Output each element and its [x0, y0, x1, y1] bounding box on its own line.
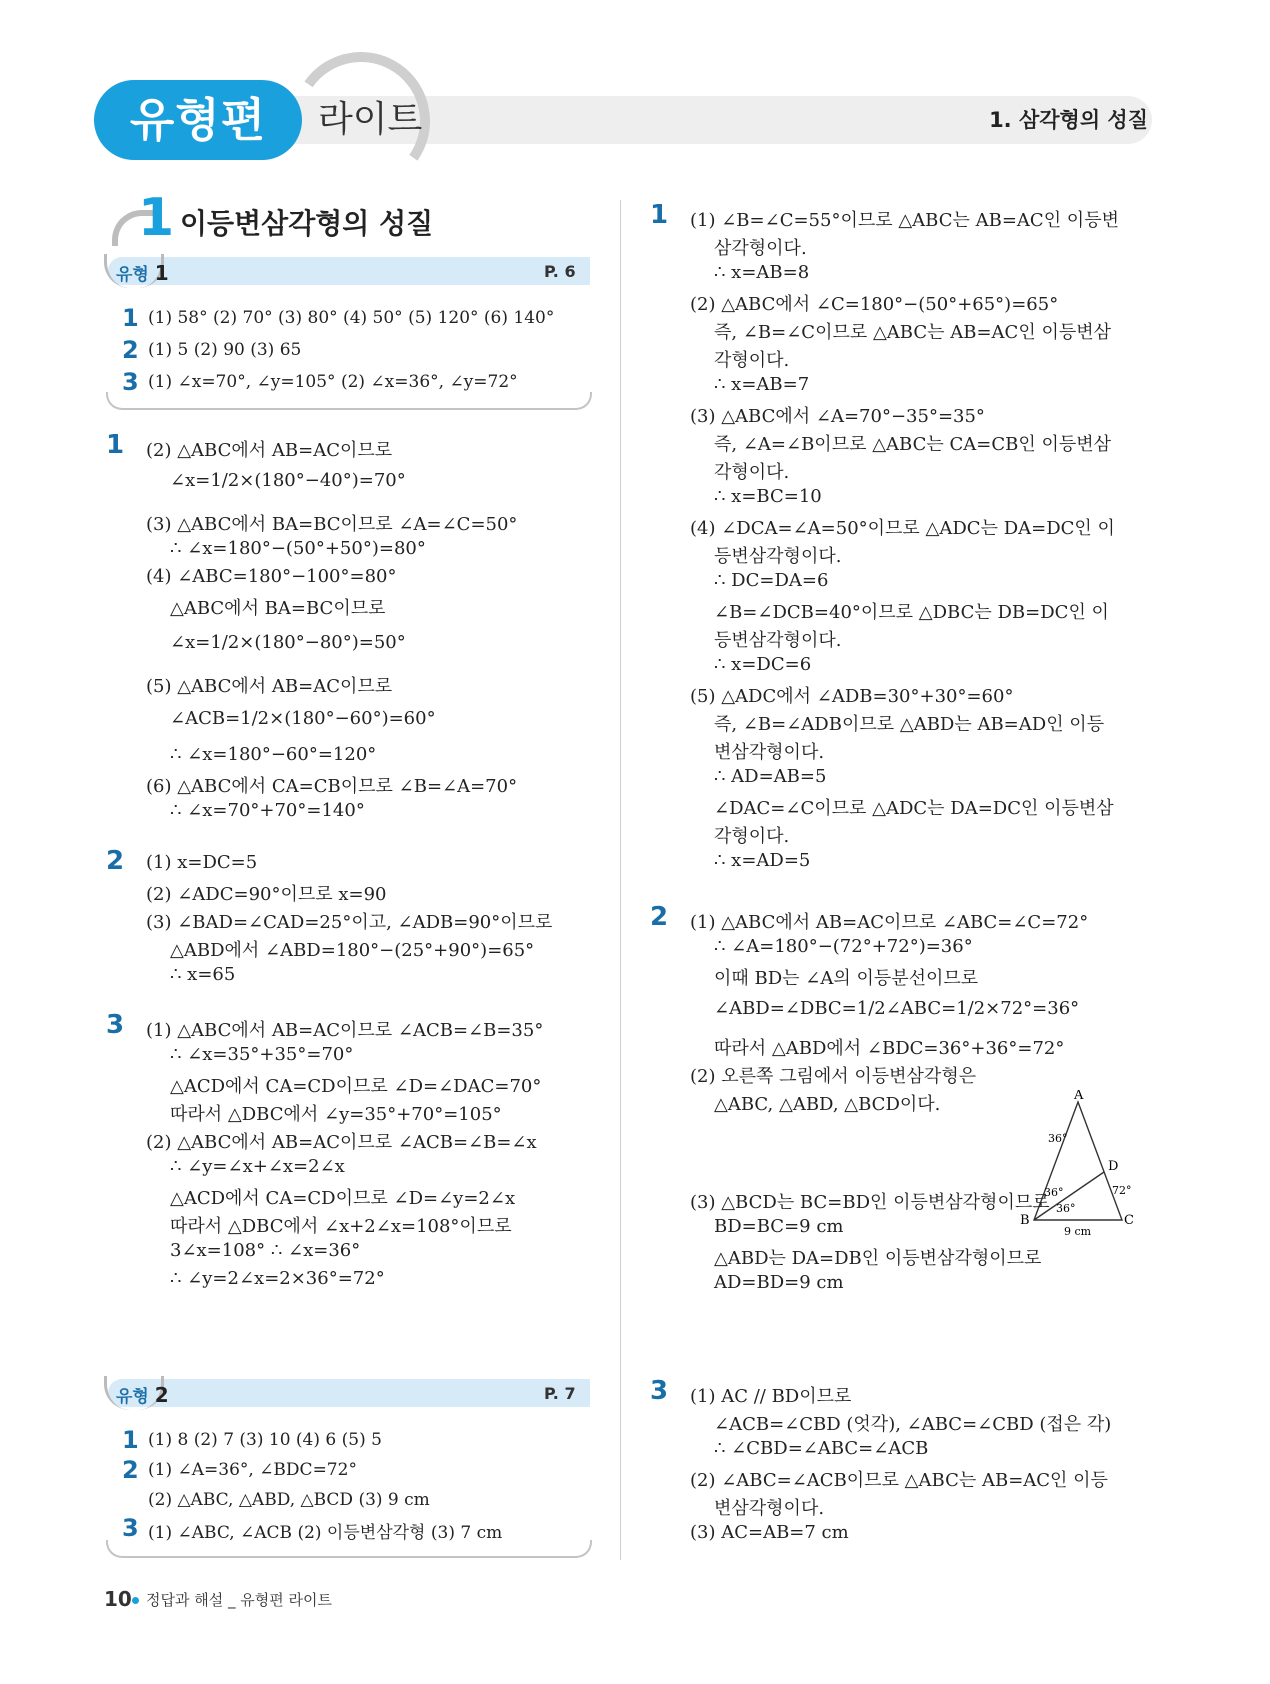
column-divider [620, 200, 621, 1560]
solution-line: 즉, ∠B=∠C이므로 △ABC는 AB=AC인 이등변삼 [714, 322, 1111, 343]
angle-b1-label: 36° [1044, 1186, 1064, 1199]
header-badge: 유형편 [94, 80, 302, 160]
solution-line: ∠ACB=1/2×(180°−60°)=60° [170, 708, 436, 729]
solution-line: (2) △ABC에서 ∠C=180°−(50°+65°)=65° [690, 294, 1059, 315]
solution-line: △ABC, △ABD, △BCD이다. [714, 1094, 941, 1115]
type1-row: (1) 58° (2) 70° (3) 80° (4) 50° (5) 120° (6) 140° [148, 308, 555, 328]
solution-line: ∴ ∠x=180°−(50°+50°)=80° [170, 538, 426, 559]
solution-number: 3 [106, 1010, 125, 1040]
solution-line: ∴ ∠x=35°+35°=70° [170, 1044, 354, 1065]
solution-line: 각형이다. [714, 462, 790, 483]
type2-bar [108, 1379, 590, 1407]
solution-line: 따라서 △DBC에서 ∠y=35°+70°=105° [170, 1104, 502, 1125]
solution-line: (2) △ABC에서 AB=AC이므로 [146, 440, 393, 461]
solution-line: 따라서 △ABD에서 ∠BDC=36°+36°=72° [714, 1038, 1065, 1059]
footer-text: 정답과 해설 _ 유형편 라이트 [146, 1591, 332, 1609]
solution-line: ∴ ∠y=∠x+∠x=2∠x [170, 1156, 345, 1177]
solution-line: (5) △ABC에서 AB=AC이므로 [146, 676, 393, 697]
isosceles-triangle-figure [1018, 1090, 1138, 1240]
solution-line: 따라서 △DBC에서 ∠x+2∠x=108°이므로 [170, 1216, 512, 1237]
type2-row: (2) △ABC, △ABD, △BCD (3) 9 cm [148, 1490, 430, 1510]
solution-line: (2) 오른쪽 그림에서 이등변삼각형은 [690, 1066, 977, 1087]
angle-a-label: 36° [1048, 1132, 1068, 1145]
solution-line: (3) ∠BAD=∠CAD=25°이고, ∠ADB=90°이므로 [146, 912, 553, 933]
solution-line: 등변삼각형이다. [714, 630, 842, 651]
solution-line: ∴ ∠CBD=∠ABC=∠ACB [714, 1438, 929, 1459]
solution-line: ∠x=1/2×(180°−80°)=50° [170, 632, 406, 653]
type2-page: P. 7 [544, 1384, 576, 1403]
solution-line: (4) ∠ABC=180°−100°=80° [146, 566, 397, 587]
solution-line: ∴ x=AB=8 [714, 262, 810, 283]
solution-line: 각형이다. [714, 826, 790, 847]
type1-row-num: 3 [122, 368, 139, 396]
solution-line: ∴ ∠x=70°+70°=140° [170, 800, 365, 821]
solution-line: (1) ∠B=∠C=55°이므로 △ABC는 AB=AC인 이등변 [690, 210, 1119, 231]
solution-number: 2 [106, 846, 125, 876]
solution-line: ∠B=∠DCB=40°이므로 △DBC는 DB=DC인 이 [714, 602, 1109, 623]
footer-dot [132, 1597, 139, 1604]
solution-line: △ACD에서 CA=CD이므로 ∠D=∠y=2∠x [170, 1188, 516, 1209]
solution-line: 즉, ∠A=∠B이므로 △ABC는 CA=CB인 이등변삼 [714, 434, 1111, 455]
solution-line: (5) △ADC에서 ∠ADB=30°+30°=60° [690, 686, 1014, 707]
solution-line: ∠DAC=∠C이므로 △ADC는 DA=DC인 이등변삼 [714, 798, 1114, 819]
solution-line: 등변삼각형이다. [714, 546, 842, 567]
solution-line: (2) △ABC에서 AB=AC이므로 ∠ACB=∠B=∠x [146, 1132, 537, 1153]
solution-line: △ACD에서 CA=CD이므로 ∠D=∠DAC=70° [170, 1076, 542, 1097]
vertex-d-label: D [1108, 1159, 1119, 1174]
type1-row-num: 2 [122, 336, 139, 364]
solution-line: ∴ x=DC=6 [714, 654, 812, 675]
vertex-c-label: C [1124, 1213, 1134, 1228]
solution-line: (3) △ABC에서 ∠A=70°−35°=35° [690, 406, 985, 427]
type2-row-num: 2 [122, 1456, 139, 1484]
type2-row: (1) ∠ABC, ∠ACB (2) 이등변삼각형 (3) 7 cm [148, 1523, 503, 1543]
solution-line: ∴ x=AB=7 [714, 374, 810, 395]
solution-number: 3 [650, 1376, 669, 1406]
vertex-a-label: A [1074, 1090, 1084, 1103]
type2-row-num: 1 [122, 1426, 139, 1454]
type1-row-num: 1 [122, 304, 139, 332]
page-number: 10 [104, 1587, 132, 1611]
type1-box-bottom [106, 392, 592, 410]
section-title: 이등변삼각형의 성질 [180, 207, 434, 240]
solution-number: 1 [650, 200, 669, 230]
solution-line: ∴ ∠y=2∠x=2×36°=72° [170, 1268, 385, 1289]
vertex-b-label: B [1020, 1213, 1030, 1228]
solution-line: ∴ ∠A=180°−(72°+72°)=36° [714, 936, 973, 957]
solution-line: 변삼각형이다. [714, 742, 825, 763]
solution-line: (2) ∠ADC=90°이므로 x=90 [146, 884, 387, 905]
type2-row-num: 3 [122, 1514, 139, 1542]
solution-line: AD=BD=9 cm [714, 1272, 844, 1293]
solution-line: (1) AC // BD이므로 [690, 1386, 852, 1407]
solution-line: △ABD는 DA=DB인 이등변삼각형이므로 [714, 1248, 1042, 1269]
solution-line: (3) △ABC에서 BA=BC이므로 ∠A=∠C=50° [146, 514, 518, 535]
angle-b2-label: 36° [1056, 1202, 1076, 1215]
solution-line: BD=BC=9 cm [714, 1216, 844, 1237]
solution-line: (1) x=DC=5 [146, 852, 258, 873]
solution-line: (1) △ABC에서 AB=AC이므로 ∠ACB=∠B=35° [146, 1020, 544, 1041]
base-length-label: 9 cm [1064, 1225, 1092, 1238]
solution-line: ∠ABD=∠DBC=1/2∠ABC=1/2×72°=36° [714, 998, 1080, 1019]
solution-line: ∴ ∠x=180°−60°=120° [170, 744, 377, 765]
solution-line: △ABD에서 ∠ABD=180°−(25°+90°)=65° [170, 940, 535, 961]
solution-line: (2) ∠ABC=∠ACB이므로 △ABC는 AB=AC인 이등 [690, 1470, 1108, 1491]
type2-row: (1) ∠A=36°, ∠BDC=72° [148, 1460, 357, 1480]
type2-row: (1) 8 (2) 7 (3) 10 (4) 6 (5) 5 [148, 1430, 382, 1450]
solution-line: (4) ∠DCA=∠A=50°이므로 △ADC는 DA=DC인 이 [690, 518, 1115, 539]
type1-label: 유형 1 [116, 261, 169, 285]
solution-line: 3∠x=108° ∴ ∠x=36° [170, 1240, 361, 1261]
angle-d-label: 72° [1112, 1184, 1132, 1197]
solution-line: (3) AC=AB=7 cm [690, 1522, 849, 1543]
solution-line: 즉, ∠B=∠ADB이므로 △ABD는 AB=AD인 이등 [714, 714, 1105, 735]
type2-label: 유형 2 [116, 1383, 169, 1407]
solution-line: 삼각형이다. [714, 238, 807, 259]
solution-line: 이때 BD는 ∠A의 이등분선이므로 [714, 968, 979, 989]
solution-line: ∴ x=BC=10 [714, 486, 822, 507]
type1-bar [108, 257, 590, 285]
solution-line: △ABC에서 BA=BC이므로 [170, 598, 386, 619]
solution-line: ∴ x=AD=5 [714, 850, 811, 871]
type1-row: (1) ∠x=70°, ∠y=105° (2) ∠x=36°, ∠y=72° [148, 372, 518, 392]
section-number: 1 [138, 188, 175, 248]
solution-line: 변삼각형이다. [714, 1498, 825, 1519]
solution-line: ∴ AD=AB=5 [714, 766, 827, 787]
type1-page: P. 6 [544, 262, 576, 281]
solution-line: (1) △ABC에서 AB=AC이므로 ∠ABC=∠C=72° [690, 912, 1089, 933]
solution-number: 1 [106, 430, 125, 460]
solution-line: ∴ x=65 [170, 964, 236, 985]
chapter-title: 1. 삼각형의 성질 [989, 108, 1148, 132]
solution-line: (6) △ABC에서 CA=CB이므로 ∠B=∠A=70° [146, 776, 518, 797]
solution-number: 2 [650, 902, 669, 932]
solution-line: ∠ACB=∠CBD (엇각), ∠ABC=∠CBD (접은 각) [714, 1414, 1112, 1435]
solution-line: 각형이다. [714, 350, 790, 371]
header-subtitle: 라이트 [318, 99, 423, 140]
solution-line: ∠x=1/2×(180°−40°)=70° [170, 470, 406, 491]
solution-line: ∴ DC=DA=6 [714, 570, 829, 591]
solution-line: (3) △BCD는 BC=BD인 이등변삼각형이므로 [690, 1192, 1050, 1213]
type1-row: (1) 5 (2) 90 (3) 65 [148, 340, 302, 360]
